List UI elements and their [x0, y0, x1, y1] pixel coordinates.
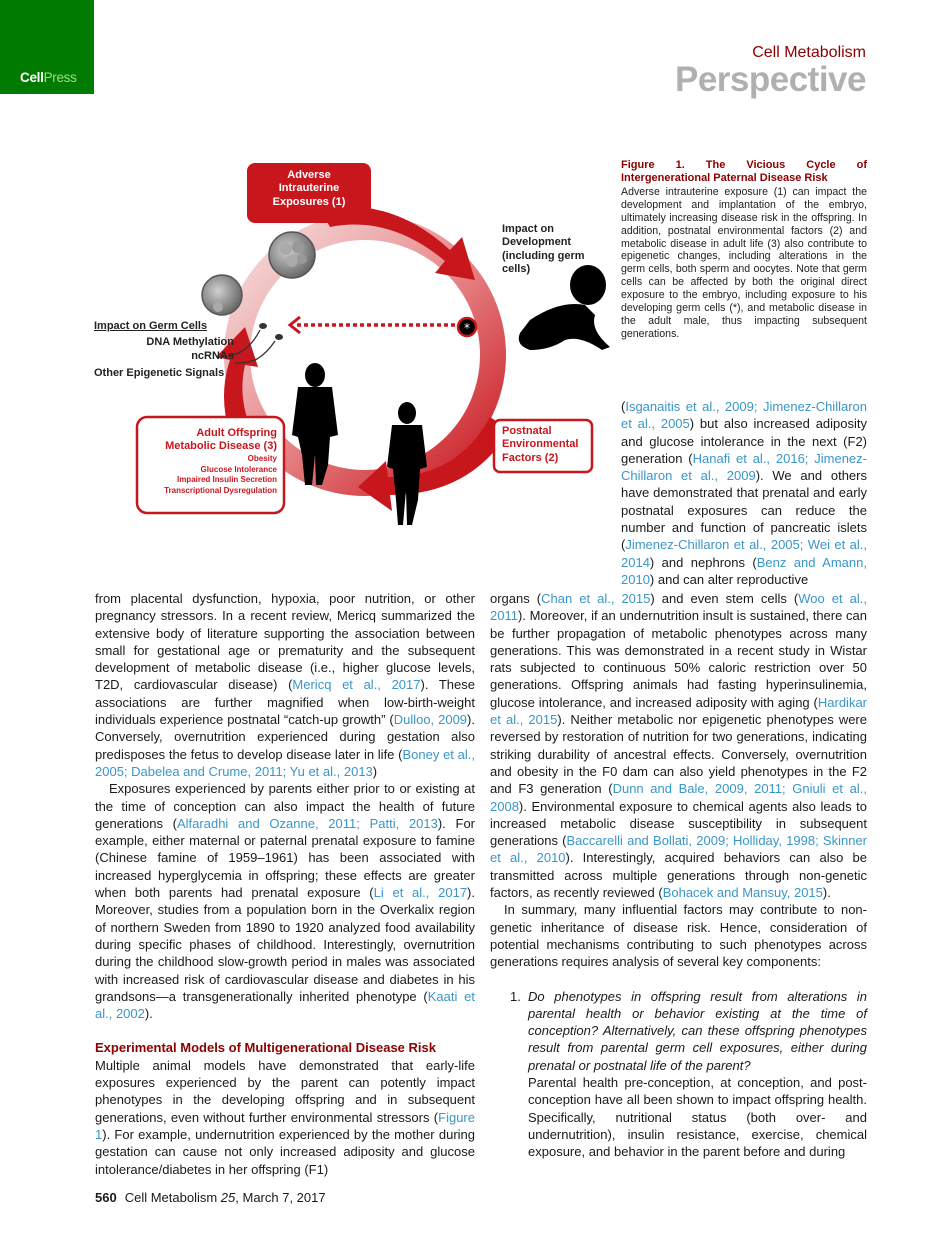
adult-item-insulin: Impaired Insulin Secretion	[176, 475, 277, 485]
postnatal-line-3: Factors (2)	[502, 451, 559, 464]
text-run: )	[372, 763, 378, 779]
ref-link[interactable]: Dulloo, 2009	[393, 712, 468, 728]
ref-link[interactable]: Bohacek and Mansuy, 2015	[662, 885, 823, 901]
ref-link[interactable]: Chan et al., 2015	[541, 591, 651, 606]
young-male-silhouette-icon	[387, 402, 427, 525]
adverse-line-2: Intrauterine	[278, 182, 340, 195]
section-label: Perspective	[674, 60, 866, 99]
figure-caption	[621, 159, 867, 341]
text-run: ). These associations are further magnified when low-birth-weight individuals experience postnatal “catch-up growth” (	[95, 677, 475, 728]
section-heading: Experimental Models of Multigenerational Disease Risk	[95, 1040, 436, 1056]
asterisk-icon: *	[464, 321, 470, 335]
right-top-text: (Isganaitis et al., 2009; Jimenez-Chillaron et al., 2005) but also increased adiposity and glucose intolerance in the next (F2) generation (Hanafi et al., 2016; Jimenez-Chillaron et al., 2009). We and others have demonstrated that prenatal and early postnatal exposures can reduce the number and function of pancreatic islets (Jimenez-Chillaron et al., 2005; Wei et al., 2014) and nephrons (Benz and Amann, 2010) and can alter reproductive	[621, 399, 868, 587]
ref-link[interactable]: Hardikar et al., 2015	[490, 694, 867, 728]
text-run: ) and even stem cells (	[650, 591, 799, 606]
caption-title: Figure 1. The Vicious Cycle of Intergenerational Paternal Disease Risk	[621, 159, 867, 185]
adult-title-line-2: Metabolic Disease (3)	[165, 440, 277, 453]
paragraph	[95, 590, 475, 780]
postnatal-line-2: Environmental	[502, 438, 579, 451]
footer-date: , March 7, 2017	[235, 1190, 326, 1205]
ref-link[interactable]: Boney et al., 2005; Dabelea and Crume, 2011; Yu et al., 2013	[95, 746, 475, 779]
adult-item-transcriptional: Transcriptional Dysregulation	[164, 486, 277, 496]
list-number: 1.	[510, 988, 521, 1004]
logo-press: Press	[43, 70, 77, 85]
footer-volume: 25	[220, 1190, 236, 1205]
adult-disease-label	[140, 427, 277, 497]
text-run: ). Moreover, studies from a population born in the Overkalix region of northern Sweden from 1890 to 1920 analyzed food availability during specific phases of childhood. Interestingly, overnutrition during the childhood slow-growth period in males was associated with increased risk of cardiovascular disease and diabetes in his grandsons—a transgenerationally inherited phenotype (	[95, 885, 475, 1004]
ref-link[interactable]: Jimenez-Chillaron et al., 2005; Wei et al., 2014	[621, 537, 867, 570]
text-run: from placental dysfunction, hypoxia, poor nutrition, or other pregnancy stressors. In a recent review, Mericq summarized the extensive body of literature supporting the association between small for gestational age or prematurity and the subsequent development of metabolic disease (i.e., higher glucose levels, T2D, cardiovascular disease) (	[95, 591, 475, 693]
ref-link[interactable]: Dunn and Bale, 2009, 2011; Gniuli et al., 2008	[490, 781, 868, 814]
text-run: ) but also increased adiposity and glucose intolerance in the next (F2) generation (	[621, 416, 868, 466]
journal-name: Cell Metabolism	[752, 44, 866, 61]
germ-item-epigenetic: Other Epigenetic Signals	[94, 367, 225, 379]
text-run: organs (	[490, 591, 542, 606]
impact-dev-line-3: (including germ	[502, 249, 585, 262]
impact-dev-line-4: cells)	[502, 263, 531, 276]
right-column	[490, 590, 867, 1161]
adult-item-obesity: Obesity	[247, 453, 277, 463]
impact-dev-line-1: Impact on	[502, 223, 554, 235]
text-run: Multiple animal models have demonstrated that early-life exposures experienced by the parent can potently impact phenotypes in the developing offspring and in subsequent generations, even without further environmental stressors (	[95, 1057, 475, 1125]
text-run: ) and nephrons (	[649, 554, 757, 570]
logo-cell: Cell	[20, 70, 44, 85]
germ-item-dna-methylation: DNA Methylation	[146, 336, 234, 349]
key-questions-list	[490, 988, 867, 1161]
impact-development-label	[502, 223, 585, 277]
text-run: ). We and others have demonstrated that prenatal and early postnatal exposures can reduce the number and function of pancreatic islets (	[621, 468, 867, 553]
ref-link[interactable]: Isganaitis et al., 2009; Jimenez-Chillaron et al., 2005	[621, 399, 867, 432]
text-run: ). Moreover, if an undernutrition insult is sustained, there can be further propagation of metabolic phenotypes across many generations. This was demonstrated in a recent study in Wistar rats subjected to continuous 50% caloric restriction over 50 generations. Offspring animals had fasting hyperinsulinemia, glucose intolerance, and increased adiposity with aging (	[490, 608, 867, 710]
figure-1-diagram	[90, 155, 610, 530]
text-run: Exposures experienced by parents either prior to or existing at the time of conception can also impact the health of future generations (	[95, 781, 475, 831]
germ-cells-label	[94, 320, 234, 363]
text-run: ). Conversely, overnutrition experienced during gestation also predisposes the fetus to develop disease later in life (	[95, 712, 475, 762]
paragraph: In summary, many influential factors may contribute to non-genetic inheritance of disease risk. Hence, consideration of potential mechanisms contributing to such phenotypes across generations requires analysis of several key components:	[490, 902, 867, 970]
ref-link[interactable]: Mericq et al., 2017	[292, 677, 421, 693]
ref-link[interactable]: Alfaradhi and Ozanne, 2011; Patti, 2013	[177, 815, 438, 831]
adult-title-line-1: Adult Offspring	[196, 427, 277, 439]
germ-item-ncrnas: ncRNAs	[191, 349, 234, 362]
ref-link[interactable]: Kaati et al., 2002	[95, 988, 476, 1022]
adverse-exposures-label	[247, 169, 371, 209]
adverse-line-3: Exposures (1)	[272, 195, 346, 208]
postnatal-line-1: Postnatal	[502, 425, 552, 437]
postnatal-factors-label	[502, 425, 578, 465]
text-run: ). Neither metabolic nor epigenetic phenotypes were reversed by restoration of nutrition for two generations, indicating striking durability of ancestral effects. Conversely, overnutrition and obesity in the F0 dam can also yield phenotypes in the F2 and F3 generation (	[490, 712, 867, 797]
text-run: ) and can alter reproductive	[649, 571, 809, 587]
ref-link[interactable]: Baccarelli and Bollati, 2009; Holliday, 1998; Skinner et al., 2010	[490, 833, 868, 866]
caption-body: Adverse intrauterine exposure (1) can impact the development and implantation of the embryo, ultimately increasing disease risk in the offspring. In addition, postnatal environmental factors (2) and metabolic disease in adult life (3) also contribute to epigenetic changes, including alterations in the germ cells, both sperm and oocytes. Note that germ cells can be affected by both the original direct exposure to the embryo, including exposure to his developing germ cells (*), and metabolic disease in the adult male, thus impacting subsequent generations.	[621, 185, 867, 340]
adverse-line-1: Adverse	[287, 169, 331, 181]
cellpress-logo	[0, 0, 94, 94]
page-number: 560	[95, 1190, 117, 1205]
text-run: ). For example, undernutrition experienced by the mother during gestation can cause not only increased adiposity and glucose intolerance/diabetes in her offspring (F1)	[95, 1126, 475, 1177]
text-run: ).	[822, 885, 831, 901]
list-answer: Parental health pre-conception, at conception, and post-conception have all been shown to impact offspring health. Specifically, nutritional status (both over- and undernutrition), insulin resistance, exercise, chemical exposure, and behavior in the parent before and during	[528, 1075, 867, 1160]
paragraph	[95, 1057, 475, 1178]
ref-link[interactable]: Benz and Amann, 2010	[621, 554, 867, 587]
text-run: ). Interestingly, acquired behaviors can also be transmitted across multiple generations through non-genetic factors, as recently reviewed (	[490, 850, 867, 901]
ref-link[interactable]: Hanafi et al., 2016; Jimenez-Chillaron et al., 2009	[621, 450, 867, 484]
cellpress-logo-text	[20, 70, 77, 85]
paragraph	[95, 780, 475, 1022]
impact-dev-line-2: Development	[502, 236, 572, 249]
baby-silhouette-icon	[519, 265, 610, 350]
paragraph	[490, 590, 867, 901]
page-footer	[95, 1190, 326, 1205]
list-item	[510, 988, 867, 1161]
left-column	[95, 590, 475, 1178]
text-run: ). Environmental exposure to chemical agents also leads to increased metabolic disease susceptibility in subsequent generations (	[490, 798, 867, 849]
list-question: Do phenotypes in offspring result from alterations in parental health or behavior existing at the time of conception? Alternatively, can these offspring phenotypes result from parental germ cell exposures, either during prenatal or postnatal life of the parent?	[528, 988, 867, 1073]
ref-link[interactable]: Woo et al., 2011	[490, 591, 867, 624]
adult-item-glucose: Glucose Intolerance	[200, 464, 277, 474]
germ-cells-title: Impact on Germ Cells	[94, 320, 208, 332]
text-run: ). For example, either maternal or paternal prenatal exposure to famine (Chinese famine of 1959–1961) has been associated with increased hyperglycemia in offspring; these effects are greater when both parents had prenatal exposure (	[95, 815, 476, 901]
text-run: ).	[144, 1006, 153, 1022]
figure-link[interactable]: Figure 1	[95, 1109, 475, 1142]
ref-link[interactable]: Li et al., 2017	[373, 885, 468, 901]
footer-journal: Cell Metabolism	[124, 1190, 221, 1205]
